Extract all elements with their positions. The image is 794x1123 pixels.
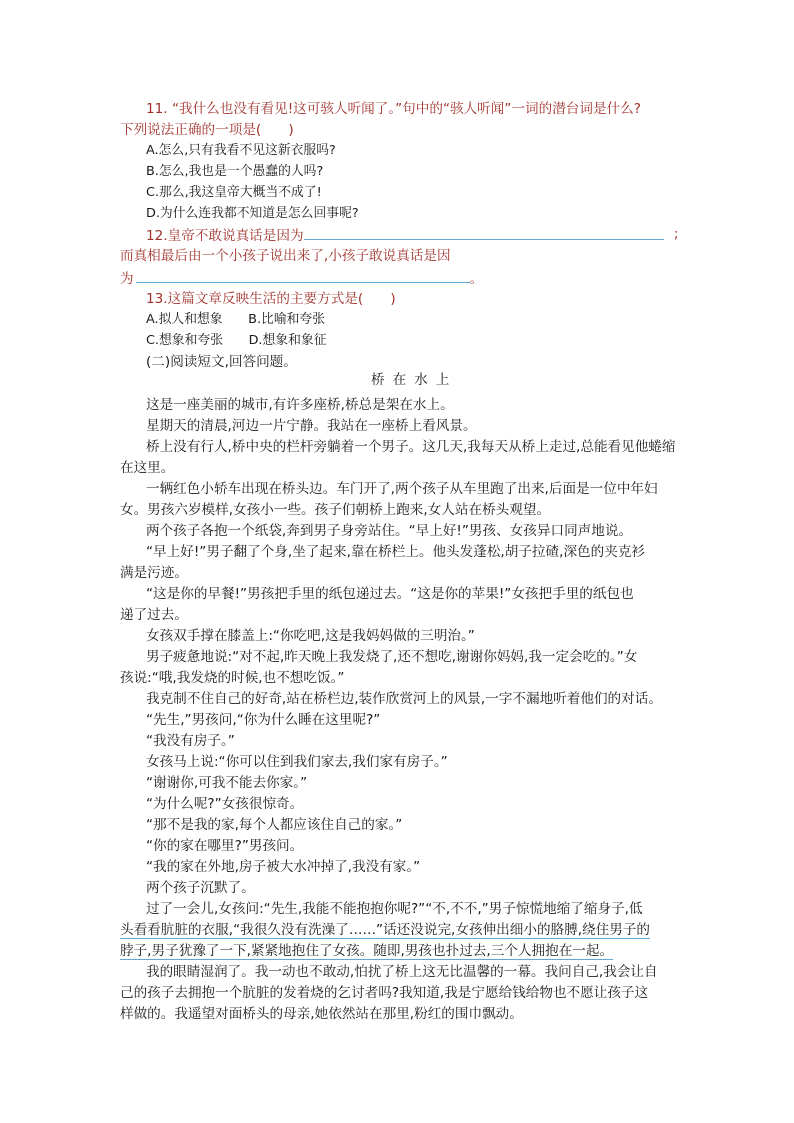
story-line: 女孩双手撑在膝盖上:“你吃吧,这是我妈妈做的三明治。”	[146, 628, 475, 644]
story-line: “我的家在外地,房子被大水冲掉了,我没有家。”	[146, 859, 421, 875]
story-line: “那不是我的家,每个人都应该住自己的家。”	[146, 817, 403, 833]
story-line: “我没有房子。”	[146, 733, 235, 749]
question-11-line-1: 11. “我什么也没有看见!这可骇人听闻了。”句中的“骇人听闻”一词的潜台词是什么?	[146, 101, 641, 117]
answer-blank-2[interactable]	[136, 268, 470, 283]
story-line: 男子疲惫地说:“对不起,昨天晚上我发烧了,还不想吃,谢谢你妈妈,我一定会吃的。”女	[146, 649, 638, 665]
story-line: 满是污迹。	[120, 565, 188, 581]
story-line: 我的眼睛湿润了。我一动也不敢动,怕扰了桥上这无比温馨的一幕。我问自己,我会让自	[146, 964, 658, 980]
question-12-line-3	[120, 268, 483, 288]
story-line: 一辆红色小轿车出现在桥头边。车门开了,两个孩子从车里跑了出来,后面是一位中年妇	[146, 481, 658, 497]
story-line: “先生,”男孩问,“你为什么睡在这里呢?”	[146, 712, 381, 728]
story-line: 这是一座美丽的城市,有许多座桥,桥总是架在水上。	[146, 397, 454, 413]
story-line: “这是你的早餐!”男孩把手里的纸包递过去。“这是你的苹果!”女孩把手里的纸包也	[146, 586, 634, 602]
question-11-option-d: D.为什么连我都不知道是怎么回事呢?	[146, 206, 359, 221]
story-line: 星期天的清晨,河边一片宁静。我站在一座桥上看风景。	[146, 418, 477, 434]
story-line: 女。男孩六岁模样,女孩小一些。孩子们朝桥上跑来,女人站在桥头观望。	[120, 502, 551, 518]
story-line: 样做的。我遥望对面桥头的母亲,她依然站在那里,粉红的围巾飘动。	[120, 1006, 523, 1022]
story-line: “早上好!”男子翻了个身,坐了起来,靠在桥栏上。他头发蓬松,胡子拉碴,深色的夹克衫	[146, 544, 646, 560]
question-11-option-c: C.那么,我这皇帝大概当不成了!	[146, 185, 322, 200]
question-12-prefix: 为	[120, 271, 134, 287]
story-line: “为什么呢?”女孩很惊奇。	[146, 796, 304, 812]
question-12-line-1	[146, 225, 664, 245]
story-line: 孩说:“哦,我发烧的时候,也不想吃饭。”	[120, 670, 345, 686]
story-line: 女孩马上说:“你可以住到我们家去,我们家有房子。”	[146, 754, 448, 770]
story-line-underlined: 脖子,男子犹豫了一下,紧紧地抱住了女孩。随即,男孩也扑过去,三个人拥抱在一起。	[120, 943, 614, 959]
story-line: 两个孩子沉默了。	[146, 880, 255, 896]
story-line: 递了过去。	[120, 607, 188, 623]
question-13-options-cd: C.想象和夸张 D.想象和象征	[146, 333, 327, 348]
story-line: 己的孩子去拥抱一个肮脏的发着烧的乞讨者吗?我知道,我是宁愿给钱给物也不愿让孩子这	[120, 985, 649, 1001]
story-line: “你的家在哪里?”男孩问。	[146, 838, 304, 854]
question-13-options-ab: A.拟人和想象 B.比喻和夸张	[146, 312, 326, 327]
question-12-semicolon: ;	[674, 227, 679, 242]
story-line: 在这里。	[120, 460, 175, 476]
story-line: 过了一会儿,女孩问:“先生,我能不能抱抱你呢?”“不,不不,”男子惊慌地缩了缩身子,低	[146, 901, 643, 917]
question-12-period: 。	[469, 271, 484, 287]
question-13: 13.这篇文章反映生活的主要方式是( )	[146, 291, 396, 307]
question-11-option-b: B.怎么,我也是一个愚蠢的人吗?	[146, 164, 324, 179]
section-2-instruction: (二)阅读短文,回答问题。	[146, 354, 297, 370]
story-line-underlined: 头看看肮脏的衣服,“我很久没有洗澡了……”话还没说完,女孩伸出细小的胳膊,绕住男子的	[120, 922, 651, 938]
story-line: 桥上没有行人,桥中央的栏杆旁躺着一个男子。这几天,我每天从桥上走过,总能看见他蜷缩	[146, 439, 676, 455]
question-12-line-2: 而真相最后由一个小孩子说出来了,小孩子敢说真话是因	[120, 248, 451, 264]
answer-blank-1[interactable]	[304, 225, 664, 240]
story-line: 我克制不住自己的好奇,站在桥栏边,装作欣赏河上的风景,一字不漏地听着他们的对话。	[146, 691, 662, 707]
story-line: 两个孩子各抱一个纸袋,奔到男子身旁站住。“早上好!”男孩、女孩异口同声地说。	[146, 523, 633, 539]
question-11-line-2: 下列说法正确的一项是( )	[120, 122, 294, 138]
question-11-option-a: A.怎么,只有我看不见这新衣服吗?	[146, 143, 336, 158]
story-line: “谢谢你,可我不能去你家。”	[146, 775, 308, 791]
story-title: 桥在水上	[371, 372, 458, 388]
question-12-prompt: 12.皇帝不敢说真话是因为	[146, 228, 304, 244]
